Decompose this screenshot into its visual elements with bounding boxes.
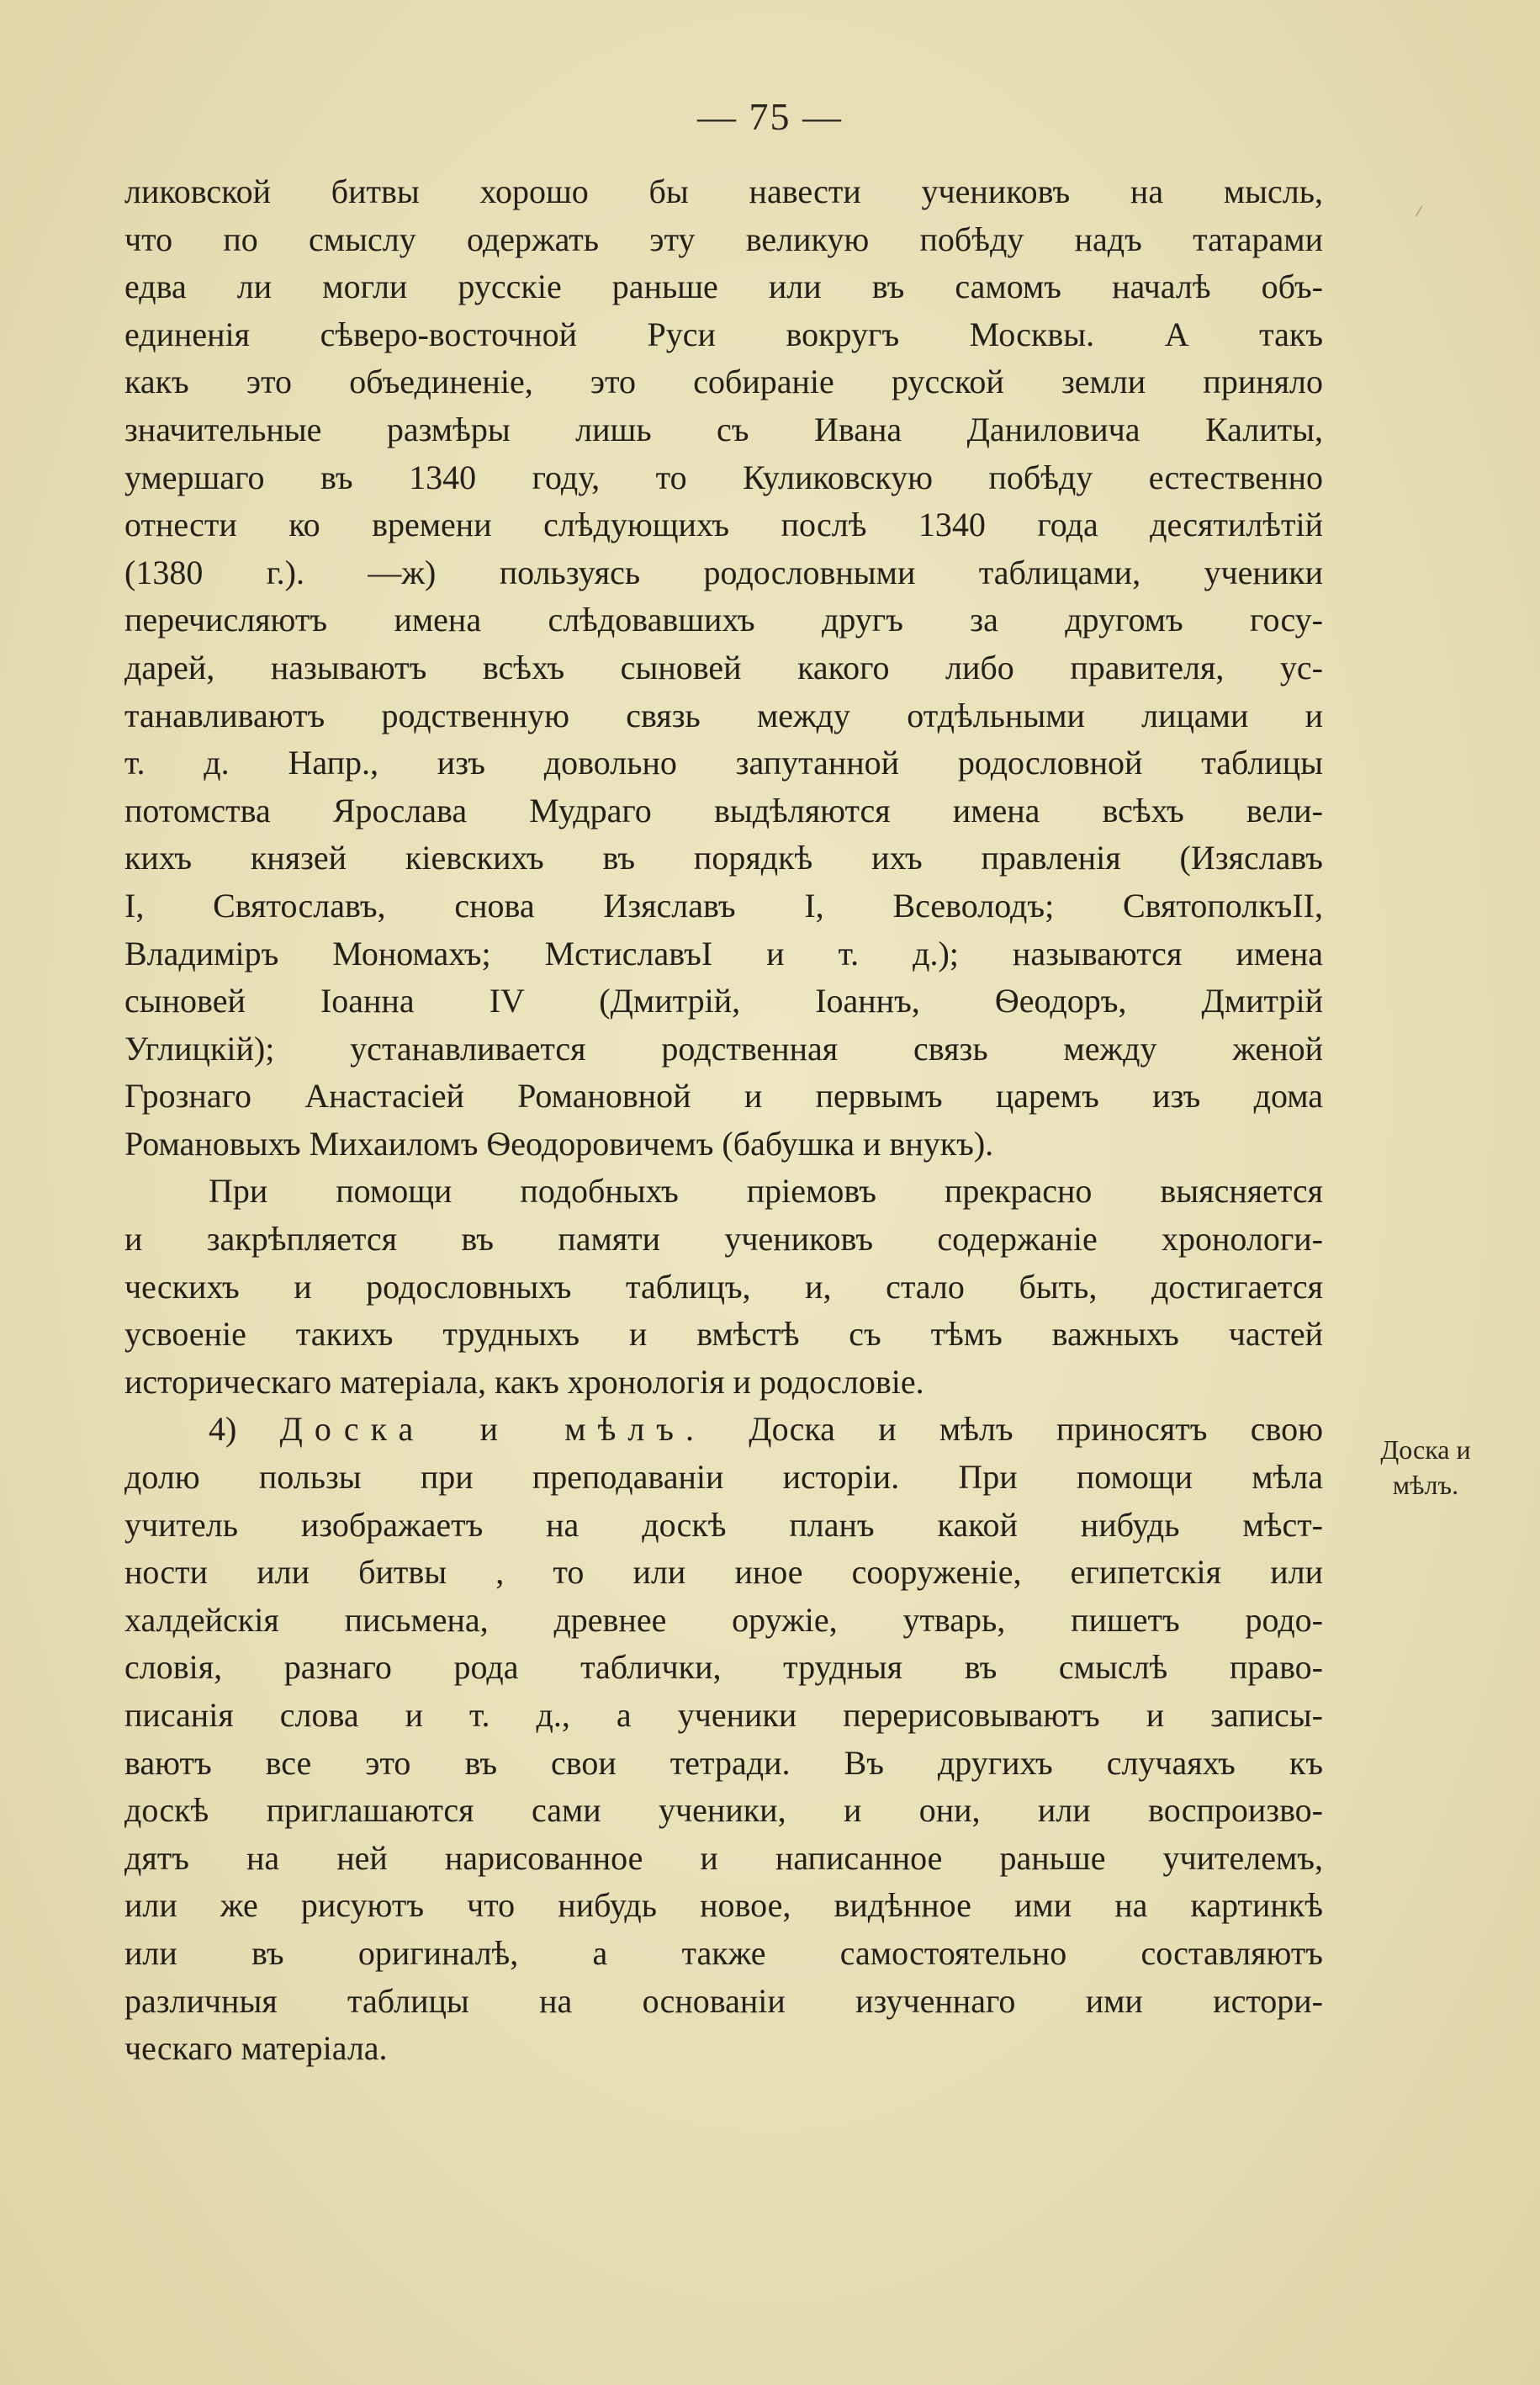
section-heading: Доска и мѣлъ. <box>279 1410 706 1449</box>
margin-note-line: мѣлъ. <box>1392 1470 1459 1500</box>
text-line: т. д. Напр., изъ довольно запутанной родословной таблицы <box>124 744 1323 782</box>
text-line: едва ли могли русскіе раньше или въ самомъ началѣ объ- <box>124 268 1323 306</box>
text-line: потомства Ярослава Мудраго выдѣляются имена всѣхъ вели- <box>124 791 1323 829</box>
paragraph-3 <box>124 1406 1323 2072</box>
text-line: различныя таблицы на основаніи изученнаго ими истори- <box>124 1981 1323 2020</box>
text-line: танавливаютъ родственную связь между отдѣльными лицами и <box>124 696 1323 734</box>
page-number: — 75 — <box>697 95 843 138</box>
text-line: ческаго матеріала. <box>124 2029 388 2068</box>
text-line: кихъ князей кіевскихъ въ порядкѣ ихъ правленія (Изяславъ <box>124 839 1323 877</box>
text-line: дятъ на ней нарисованное и написанное раньше учителемъ, <box>124 1838 1323 1877</box>
text-line: долю пользы при преподаваніи исторіи. При помощи мѣла <box>124 1458 1323 1497</box>
margin-note-line: Доска и <box>1380 1434 1471 1465</box>
text-line: что по смыслу одержать эту великую побѣду надъ татарами <box>124 220 1323 258</box>
text-line: доскѣ приглашаются сами ученики, и они, или воспроизво- <box>124 1791 1323 1830</box>
text-line: сыновей Іоанна IV (Дмитрій, Іоаннъ, Ѳеодоръ, Дмитрій <box>124 982 1323 1020</box>
text-line: ческихъ и родословныхъ таблицъ, и, стало быть, достигается <box>124 1267 1323 1306</box>
section-first-text: Доска и мѣлъ приносятъ свою <box>749 1410 1323 1449</box>
text-line: какъ это объединеніе, это собираніе русской земли приняло <box>124 363 1323 401</box>
margin-note <box>1346 1432 1506 1503</box>
section-number: 4) <box>209 1410 237 1449</box>
body-text <box>124 168 1323 2073</box>
text-line: Романовыхъ Михаиломъ Ѳеодоровичемъ (бабушка и внукъ). <box>124 1124 994 1163</box>
text-line: халдейскія письмена, древнее оружіе, утварь, пишетъ родо- <box>124 1600 1323 1639</box>
text-line: и закрѣпляется въ памяти учениковъ содержаніе хронологи- <box>124 1220 1323 1259</box>
text-line: При помощи подобныхъ пріемовъ прекрасно выясняется <box>209 1172 1323 1211</box>
paragraph-2 <box>124 1168 1323 1406</box>
text-line: писанія слова и т. д., а ученики перерисовываютъ и записы- <box>124 1696 1323 1734</box>
text-line: учитель изображаетъ на доскѣ планъ какой нибудь мѣст- <box>124 1505 1323 1544</box>
text-line: I, Святославъ, снова Изяславъ I, Всеволодъ; СвятополкъII, <box>124 886 1323 925</box>
text-line: или же рисуютъ что нибудь новое, видѣнное ими на картинкѣ <box>124 1886 1323 1925</box>
text-line: перечисляютъ имена слѣдовавшихъ другъ за другомъ госу- <box>124 601 1323 639</box>
text-line: словія, разнаго рода таблички, трудныя въ смыслѣ право- <box>124 1648 1323 1687</box>
text-line: (1380 г.). —ж) пользуясь родословными таблицами, ученики <box>124 553 1323 591</box>
text-line: отнести ко времени слѣдующихъ послѣ 1340 года десятилѣтій <box>124 506 1323 544</box>
text-line: Владиміръ Мономахъ; МстиславъI и т. д.); называются имена <box>124 934 1323 973</box>
text-line: Углицкій); устанавливается родственная связь между женой <box>124 1029 1323 1068</box>
text-line: значительные размѣры лишь съ Ивана Даниловича Калиты, <box>124 410 1323 448</box>
text-line: историческаго матеріала, какъ хронологія и родословіе. <box>124 1362 924 1401</box>
text-line: ликовской битвы хорошо бы навести учениковъ на мысль, <box>124 172 1323 210</box>
text-line: умершаго въ 1340 году, то Куликовскую побѣду естественно <box>124 458 1323 496</box>
text-line: дарей, называютъ всѣхъ сыновей какого либо правителя, ус- <box>124 648 1323 686</box>
text-line: усвоеніе такихъ трудныхъ и вмѣстѣ съ тѣмъ важныхъ частей <box>124 1315 1323 1354</box>
paragraph-1 <box>124 168 1323 1168</box>
scan-mark <box>1416 205 1423 216</box>
text-line: или въ оригиналѣ, а также самостоятельно составляютъ <box>124 1933 1323 1972</box>
paragraph-3-first-line <box>124 1406 1323 1454</box>
text-line: ности или битвы , то или иное сооруженіе, египетскія или <box>124 1553 1323 1592</box>
text-line: Грознаго Анастасіей Романовной и первымъ царемъ изъ дома <box>124 1077 1323 1116</box>
text-line: единенія сѣверо-восточной Руси вокругъ Москвы. А такъ <box>124 315 1323 353</box>
text-line: ваютъ все это въ свои тетради. Въ другихъ случаяхъ къ <box>124 1743 1323 1782</box>
